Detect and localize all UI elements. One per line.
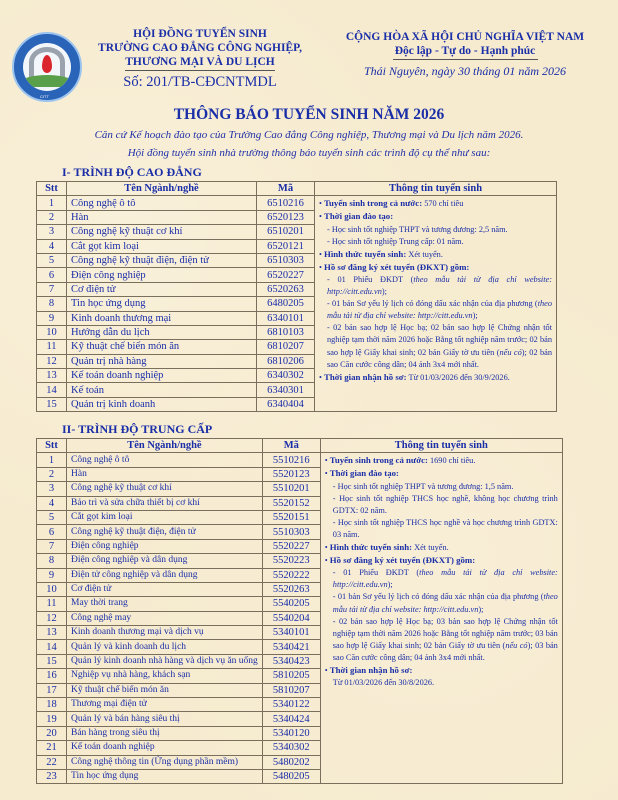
row-name: Bán hàng trong siêu thị xyxy=(67,726,263,740)
logo-emblem xyxy=(23,43,71,91)
row-name: Công nghệ kỹ thuật điện, điện tử xyxy=(67,253,257,267)
row-stt: 1 xyxy=(37,453,67,467)
col-info: Thông tin tuyển sinh xyxy=(320,439,562,453)
row-code: 5340423 xyxy=(262,654,320,668)
row-stt: 17 xyxy=(37,683,67,697)
document-date: Thái Nguyên, ngày 30 tháng 01 năm 2026 xyxy=(364,64,566,78)
row-name: Kinh doanh thương mại xyxy=(67,311,257,325)
duration-item: - Học sinh tốt nghiệp THPT và tương đương: 1,5 năm. xyxy=(332,481,514,491)
row-stt: 8 xyxy=(37,554,67,568)
doc-item: - 01 bản Sơ yếu lý lịch có đóng dấu xác nhận của địa phương (theo mẫu tải từ địa chỉ website: http://citt.edu.vn); xyxy=(332,592,558,614)
divider xyxy=(393,59,538,60)
row-code: 5520151 xyxy=(262,510,320,524)
row-name: Cắt gọt kim loại xyxy=(67,239,257,253)
row-code: 6810207 xyxy=(257,340,315,354)
row-code: 6520121 xyxy=(257,239,315,253)
row-code: 5480205 xyxy=(262,769,320,783)
row-name: Công nghệ thông tin (Ứng dụng phần mềm) xyxy=(67,755,263,769)
doc-item: - 02 bản sao hợp lệ Học bạ; 03 bản sao hợp lệ Chứng nhận tốt nghiệp tạm thời năm 2026 hoặc Bằng tốt nghiệp năm trước; 03 bản sao hợp lệ Giấy khai sinh; 02 bản Giấy tờ ưu tiên (nếu có); 03 bản sao Căn cước công dân; 04 ảnh 3x4 mới nhất. xyxy=(332,616,558,662)
row-name: Điện công nghiệp và dân dụng xyxy=(67,554,263,568)
quota-line: • Tuyển sinh trong cả nước: 570 chỉ tiêu xyxy=(319,197,552,210)
row-stt: 2 xyxy=(37,210,67,224)
row-code: 5510201 xyxy=(262,482,320,496)
row-name: Thương mại điện tử xyxy=(67,698,263,712)
row-code: 6520227 xyxy=(257,268,315,282)
row-stt: 9 xyxy=(37,568,67,582)
row-name: Điện công nghiệp xyxy=(67,539,263,553)
national-motto: Độc lập - Tự do - Hạnh phúc xyxy=(394,45,536,57)
row-name: Kỹ thuật chế biến món ăn xyxy=(67,683,263,697)
admission-info xyxy=(315,196,557,412)
duration-item: - Học sinh tốt nghiệp THCS học nghề, không học chương trình GDTX: 02 năm. xyxy=(332,493,558,515)
table-cao-dang xyxy=(36,181,557,412)
row-stt: 5 xyxy=(37,253,67,267)
row-code: 6510303 xyxy=(257,253,315,267)
row-name: Nghiệp vụ nhà hàng, khách sạn xyxy=(67,669,263,683)
row-stt: 15 xyxy=(37,654,67,668)
duration-heading: • Thời gian đào tạo: xyxy=(319,210,552,223)
national-title: CỘNG HÒA XÃ HỘI CHỦ NGHĨA VIỆT NAM xyxy=(345,31,585,43)
row-code: 5520223 xyxy=(262,554,320,568)
row-code: 5480202 xyxy=(262,755,320,769)
table-header-row xyxy=(37,439,563,453)
col-name: Tên Ngành/nghề xyxy=(67,182,257,196)
row-stt: 22 xyxy=(37,755,67,769)
row-stt: 12 xyxy=(37,611,67,625)
row-code: 5810207 xyxy=(262,683,320,697)
row-stt: 10 xyxy=(37,582,67,596)
row-name: May thời trang xyxy=(67,597,263,611)
table-row xyxy=(37,196,557,210)
row-stt: 16 xyxy=(37,669,67,683)
logo-label: CITT xyxy=(40,94,49,99)
row-name: Công nghệ kỹ thuật cơ khí xyxy=(67,482,263,496)
deadline-line: • Thời gian nhận hồ sơ: Từ 01/03/2026 đến 30/9/2026. xyxy=(319,371,552,384)
section-heading-cao-dang: I- TRÌNH ĐỘ CAO ĐẲNG xyxy=(62,165,202,179)
row-stt: 11 xyxy=(37,597,67,611)
row-name: Hàn xyxy=(67,467,263,481)
row-code: 5520227 xyxy=(262,539,320,553)
row-code: 5520222 xyxy=(262,568,320,582)
row-name: Cắt gọt kim loại xyxy=(67,510,263,524)
admission-info xyxy=(320,453,562,784)
row-code: 5340302 xyxy=(262,741,320,755)
divider xyxy=(125,70,275,71)
row-name: Công nghệ may xyxy=(67,611,263,625)
row-stt: 3 xyxy=(37,225,67,239)
row-code: 6520263 xyxy=(257,282,315,296)
section-heading-trung-cap: II- TRÌNH ĐỘ TRUNG CẤP xyxy=(62,422,213,436)
row-name: Kỹ thuật chế biến món ăn xyxy=(67,340,257,354)
row-stt: 4 xyxy=(37,496,67,510)
row-stt: 12 xyxy=(37,354,67,368)
row-stt: 1 xyxy=(37,196,67,210)
row-stt: 13 xyxy=(37,626,67,640)
row-code: 6340302 xyxy=(257,369,315,383)
row-name: Quản lý và kinh doanh du lịch xyxy=(67,640,263,654)
row-name: Công nghệ kỹ thuật điện, điện tử xyxy=(67,525,263,539)
issuer-line-3: THƯƠNG MẠI VÀ DU LỊCH xyxy=(125,56,275,68)
row-code: 6340301 xyxy=(257,383,315,397)
row-code: 5510303 xyxy=(262,525,320,539)
row-stt: 14 xyxy=(37,640,67,654)
intro-line-2: Hội đồng tuyển sinh nhà trường thông báo tuyển sinh các trình độ cụ thể như sau: xyxy=(127,147,491,159)
row-stt: 5 xyxy=(37,510,67,524)
duration-item: - Học sinh tốt nghiệp Trung cấp: 01 năm. xyxy=(327,236,464,246)
field-icon xyxy=(23,75,71,87)
row-code: 5520263 xyxy=(262,582,320,596)
quota-line: • Tuyển sinh trong cả nước: 1690 chỉ tiêu. xyxy=(325,454,558,467)
col-stt: Stt xyxy=(37,439,67,453)
row-name: Quản lý và bán hàng siêu thị xyxy=(67,712,263,726)
row-name: Tin học ứng dụng xyxy=(67,769,263,783)
docs-heading: • Hồ sơ đăng ký xét tuyển (ĐKXT) gồm: xyxy=(319,261,552,274)
row-name: Hàn xyxy=(67,210,257,224)
row-code: 5340120 xyxy=(262,726,320,740)
row-code: 6510201 xyxy=(257,225,315,239)
row-code: 6510216 xyxy=(257,196,315,210)
row-stt: 10 xyxy=(37,325,67,339)
row-code: 5540204 xyxy=(262,611,320,625)
row-stt: 11 xyxy=(37,340,67,354)
row-stt: 7 xyxy=(37,282,67,296)
row-stt: 19 xyxy=(37,712,67,726)
col-name: Tên Ngành/nghề xyxy=(67,439,263,453)
col-code: Mã xyxy=(262,439,320,453)
website-link[interactable]: theo mẫu tải từ địa chỉ website: http://citt.edu.vn xyxy=(327,274,552,297)
table-trung-cap xyxy=(36,438,563,784)
table-header-row xyxy=(37,182,557,196)
row-code: 6340404 xyxy=(257,397,315,411)
col-info: Thông tin tuyển sinh xyxy=(315,182,557,196)
row-code: 6340101 xyxy=(257,311,315,325)
row-code: 5510216 xyxy=(262,453,320,467)
row-stt: 9 xyxy=(37,311,67,325)
row-code: 5540205 xyxy=(262,597,320,611)
row-stt: 18 xyxy=(37,698,67,712)
row-name: Kế toán xyxy=(67,383,257,397)
row-stt: 20 xyxy=(37,726,67,740)
row-stt: 13 xyxy=(37,369,67,383)
row-name: Cơ điện tử xyxy=(67,282,257,296)
row-name: Quản lý kinh doanh nhà hàng và dịch vụ ăn uống xyxy=(67,654,263,668)
row-name: Quản trị nhà hàng xyxy=(67,354,257,368)
page-title: THÔNG BÁO TUYỂN SINH NĂM 2026 xyxy=(173,106,445,123)
row-code: 5520152 xyxy=(262,496,320,510)
website-link[interactable]: theo mẫu tải từ địa chỉ website: http://citt.edu.vn xyxy=(327,299,552,321)
row-code: 5520123 xyxy=(262,467,320,481)
row-name: Kinh doanh thương mại và dịch vụ xyxy=(67,626,263,640)
row-name: Bảo trì và sửa chữa thiết bị cơ khí xyxy=(67,496,263,510)
website-link[interactable]: theo mẫu tải từ địa chỉ website: http://citt.edu.vn xyxy=(332,568,558,590)
col-code: Mã xyxy=(257,182,315,196)
doc-item: - 01 Phiếu ĐKDT (theo mẫu tải từ địa chỉ website: http://citt.edu.vn); xyxy=(332,568,558,590)
row-code: 6810103 xyxy=(257,325,315,339)
row-name: Tin học ứng dụng xyxy=(67,297,257,311)
row-stt: 6 xyxy=(37,268,67,282)
row-name: Công nghệ kỹ thuật cơ khí xyxy=(67,225,257,239)
method-line: • Hình thức tuyển sinh: Xét tuyển. xyxy=(319,248,552,261)
row-stt: 23 xyxy=(37,769,67,783)
duration-item: - Học sinh tốt nghiệp THCS học nghề và học chương trình GDTX: 03 năm. xyxy=(332,517,558,539)
doc-item: - 01 bản Sơ yếu lý lịch có đóng dấu xác nhận của địa phương (theo mẫu tải từ địa chỉ website: http://citt.edu.vn); xyxy=(327,299,552,321)
row-stt: 6 xyxy=(37,525,67,539)
row-code: 5340101 xyxy=(262,626,320,640)
doc-item: - 02 bản sao hợp lệ Học bạ; 02 bản sao hợp lệ Chứng nhận tốt nghiệp tạm thời năm 2026 hoặc Bằng tốt nghiệp năm trước; 02 bản sao hợp lệ Giấy khai sinh; 02 bản Giấy tờ ưu tiên (nếu có); 02 bản sao Căn cước công dân; 04 ảnh 3x4 mới nhất. xyxy=(327,323,553,369)
row-stt: 3 xyxy=(37,482,67,496)
row-code: 5340421 xyxy=(262,640,320,654)
duration-heading: • Thời gian đào tạo: xyxy=(325,467,558,480)
row-code: 5810205 xyxy=(262,669,320,683)
deadline-heading: • Thời gian nhận hồ sơ: xyxy=(325,664,558,677)
table-row xyxy=(37,453,563,467)
row-code: 6810206 xyxy=(257,354,315,368)
flame-icon xyxy=(42,55,52,73)
website-link[interactable]: theo mẫu tải từ địa chỉ website: http://citt.edu.vn xyxy=(332,592,558,614)
row-stt: 14 xyxy=(37,383,67,397)
row-name: Điện tử công nghiệp và dân dụng xyxy=(67,568,263,582)
row-stt: 21 xyxy=(37,741,67,755)
docs-heading: • Hồ sơ đăng ký xét tuyển (ĐKXT) gồm: xyxy=(325,554,558,567)
intro-text xyxy=(0,126,618,162)
deadline-value: Từ 01/03/2026 đến 30/8/2026. xyxy=(332,678,435,688)
row-code: 5340424 xyxy=(262,712,320,726)
issuer-line-1: HỘI ĐỒNG TUYỂN SINH xyxy=(133,28,267,40)
school-logo xyxy=(12,32,82,102)
row-stt: 4 xyxy=(37,239,67,253)
row-name: Quản trị kinh doanh xyxy=(67,397,257,411)
national-header xyxy=(320,30,610,79)
row-name: Hướng dẫn du lịch xyxy=(67,325,257,339)
duration-item: - Học sinh tốt nghiệp THPT và tương đương: 2,5 năm. xyxy=(327,224,508,234)
issuer-block xyxy=(85,27,315,91)
row-stt: 2 xyxy=(37,467,67,481)
issuer-line-2: TRƯỜNG CAO ĐẲNG CÔNG NGHIỆP, xyxy=(98,42,302,54)
col-stt: Stt xyxy=(37,182,67,196)
row-name: Công nghệ ô tô xyxy=(67,196,257,210)
row-code: 6520123 xyxy=(257,210,315,224)
row-stt: 15 xyxy=(37,397,67,411)
row-name: Công nghệ ô tô xyxy=(67,453,263,467)
row-stt: 8 xyxy=(37,297,67,311)
document-number: Số: 201/TB-CĐCNTMDL xyxy=(123,74,277,90)
row-name: Kế toán doanh nghiệp xyxy=(67,741,263,755)
row-code: 6480205 xyxy=(257,297,315,311)
intro-line-1: Căn cứ Kế hoạch đào tạo của Trường Cao đẳng Công nghiệp, Thương mại và Du lịch năm 2026. xyxy=(94,129,524,141)
row-stt: 7 xyxy=(37,539,67,553)
row-name: Kế toán doanh nghiệp xyxy=(67,369,257,383)
row-name: Điện công nghiệp xyxy=(67,268,257,282)
row-name: Cơ điện tử xyxy=(67,582,263,596)
row-code: 5340122 xyxy=(262,698,320,712)
doc-item: - 01 Phiếu ĐKDT (theo mẫu tải từ địa chỉ website: http://citt.edu.vn); xyxy=(327,274,552,297)
method-line: • Hình thức tuyển sinh: Xét tuyển. xyxy=(325,541,558,554)
